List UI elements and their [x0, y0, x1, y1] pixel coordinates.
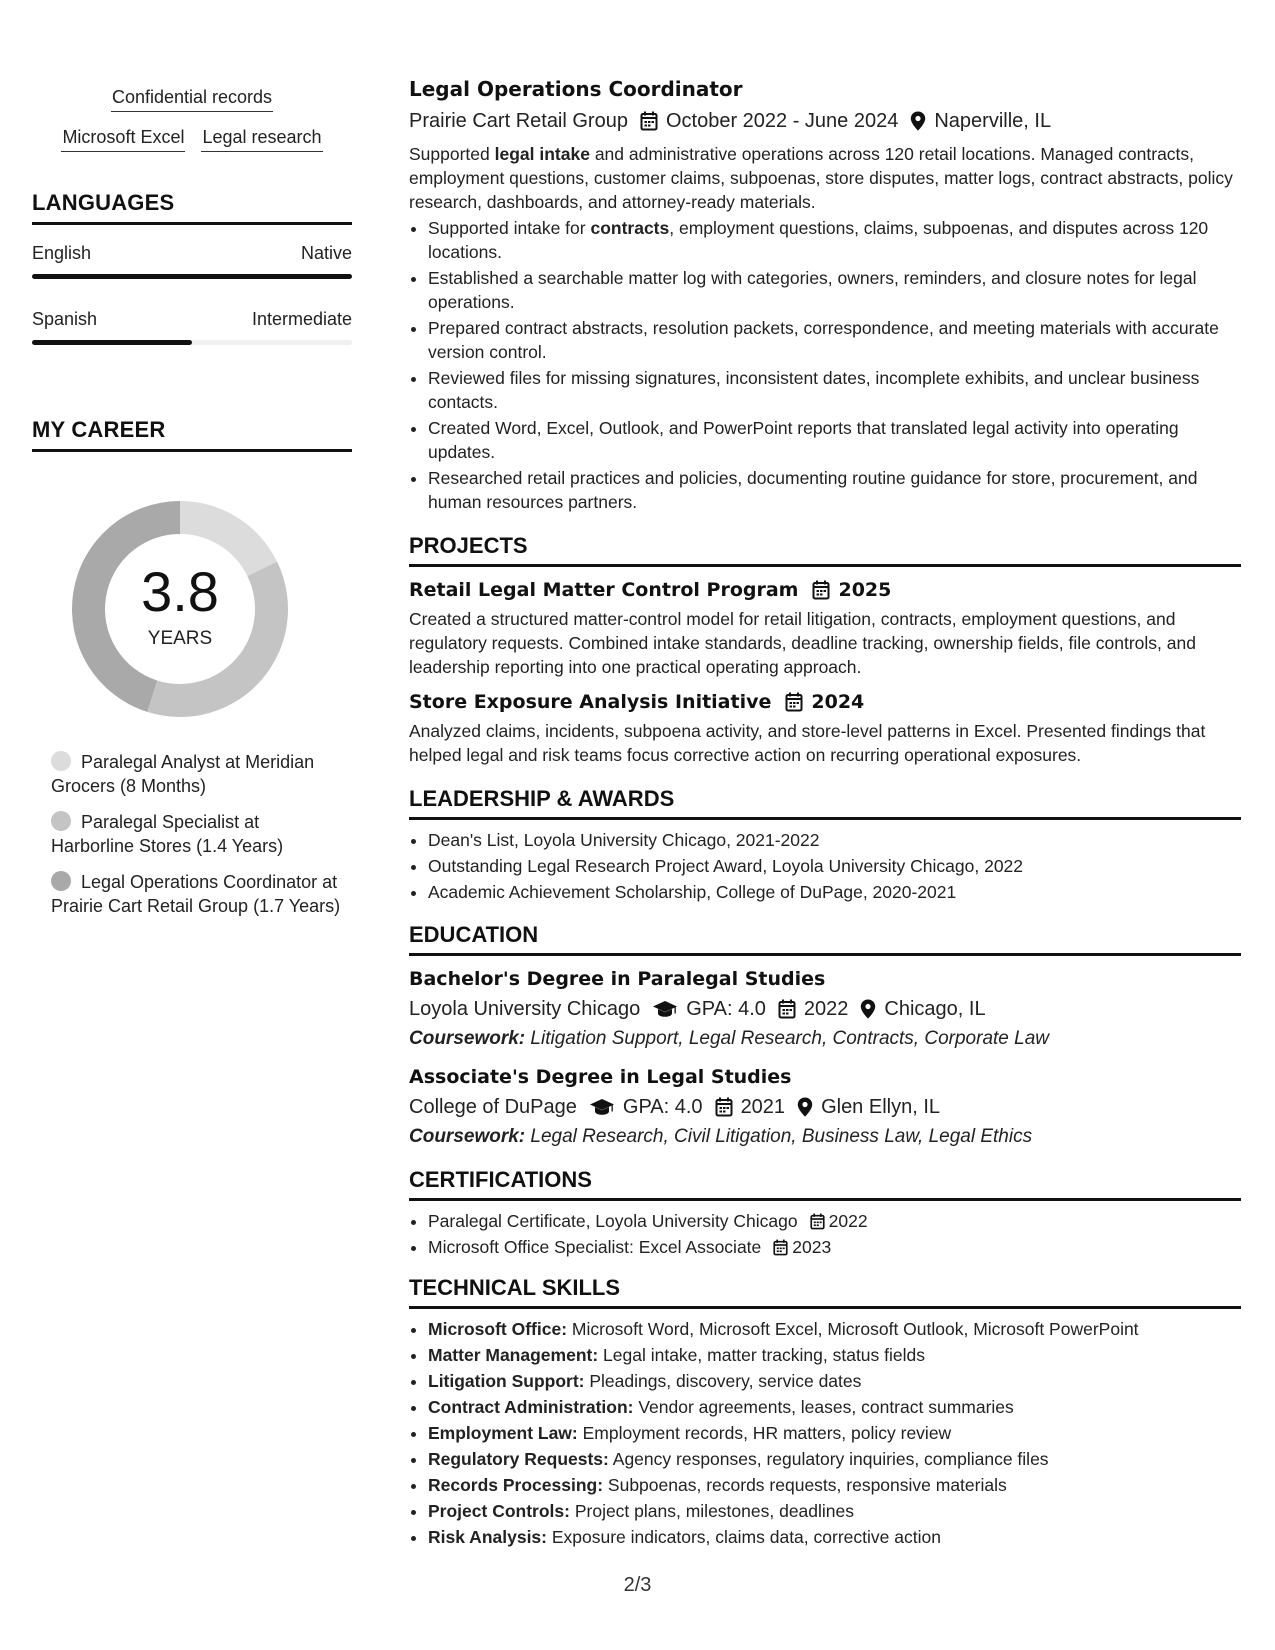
calendar-icon — [785, 692, 803, 712]
career-total-years: 3.8 — [141, 560, 219, 623]
skill-tags — [32, 84, 352, 152]
bullet-emphasis: contracts — [590, 218, 670, 238]
school-location: Glen Ellyn, IL — [821, 1096, 941, 1118]
calendar-icon — [812, 580, 830, 600]
skill-item — [428, 1343, 1241, 1368]
leadership-item: • Outstanding Legal Research Project Award, Loyola University Chicago, 2022 — [428, 854, 1241, 879]
language-item — [32, 309, 352, 345]
skill-category: Employment Law: — [428, 1423, 578, 1443]
project-year: 2024 — [811, 691, 865, 713]
skill-category: Matter Management: — [428, 1345, 599, 1365]
skill-item — [428, 1317, 1241, 1342]
career-legend-item — [51, 810, 341, 858]
languages-section — [32, 190, 352, 345]
project-title-row — [409, 577, 1241, 603]
skill-values: Project plans, milestones, deadlines — [569, 1501, 855, 1521]
leadership-item: • Dean's List, Loyola University Chicago, 2021-2022 — [428, 828, 1241, 853]
coursework-label: Coursework: — [409, 1126, 526, 1147]
language-row — [32, 243, 352, 264]
job-bullet: • Researched retail practices and policies, documenting routine guidance for store, procurement, and human resources partners. — [428, 466, 1241, 514]
language-proficiency-bar — [32, 274, 352, 279]
bullet-text: , employment questions, claims, subpoenas, and disputes across 120 locations. — [428, 218, 1209, 262]
skill-tag: Legal research — [201, 124, 322, 152]
skill-values: Employment records, HR matters, policy review — [577, 1423, 952, 1443]
skill-values: Pleadings, discovery, service dates — [584, 1371, 862, 1391]
career-section — [32, 417, 352, 918]
career-legend-label: Legal Operations Coordinator at Prairie Cart Retail Group (1.7 Years) — [51, 872, 341, 916]
leadership-list — [409, 828, 1241, 905]
map-pin-icon — [910, 111, 926, 131]
certifications-list — [409, 1209, 1241, 1260]
skill-values: Subpoenas, records requests, responsive materials — [603, 1475, 1007, 1495]
skill-item — [428, 1499, 1241, 1524]
skill-category: Microsoft Office: — [428, 1319, 568, 1339]
language-item — [32, 243, 352, 279]
graduation-year: 2022 — [803, 998, 849, 1020]
graduation-cap-icon — [589, 1098, 615, 1116]
job-meta — [409, 108, 1241, 134]
skill-values: Exposure indicators, claims data, corrective action — [547, 1527, 941, 1547]
skill-category: Project Controls: — [428, 1501, 570, 1521]
career-legend-label: Paralegal Specialist at Harborline Stores (1.4 Years) — [51, 812, 284, 856]
languages-heading: LANGUAGES — [32, 190, 352, 225]
project-title-row — [409, 689, 1241, 715]
skill-item — [428, 1473, 1241, 1498]
legend-dot — [51, 811, 71, 831]
skill-item — [428, 1421, 1241, 1446]
coursework-list: Litigation Support, Legal Research, Contracts, Corporate Law — [525, 1028, 1049, 1049]
job-bullet: • Reviewed files for missing signatures, inconsistent dates, incomplete exhibits, and unclear business contacts. — [428, 366, 1241, 414]
experience-entry — [409, 76, 1241, 514]
skill-item — [428, 1447, 1241, 1472]
certification-item — [428, 1209, 1241, 1234]
legend-dot — [51, 871, 71, 891]
certification-item — [428, 1235, 1241, 1260]
calendar-icon — [810, 1213, 825, 1230]
coursework — [409, 1026, 1241, 1052]
skill-category: Risk Analysis: — [428, 1527, 547, 1547]
certification-row — [428, 1209, 1241, 1234]
leadership-heading: LEADERSHIP & AWARDS — [409, 785, 1241, 820]
map-pin-icon — [797, 1097, 813, 1117]
certification-year: 2023 — [792, 1237, 832, 1257]
summary-emphasis: legal intake — [494, 144, 590, 164]
language-proficiency-fill — [32, 340, 192, 345]
project-title: Store Exposure Analysis Initiative — [409, 691, 772, 713]
education-meta — [409, 1094, 1241, 1120]
certification-row — [428, 1235, 1241, 1260]
job-bullet: • Prepared contract abstracts, resolution packets, correspondence, and meeting materials with accurate version control. — [428, 316, 1241, 364]
career-legend-label: Paralegal Analyst at Meridian Grocers (8 Months) — [51, 752, 315, 796]
school-name: College of DuPage — [409, 1096, 577, 1118]
skill-item — [428, 1395, 1241, 1420]
skill-values: Vendor agreements, leases, contract summaries — [633, 1397, 1014, 1417]
coursework-label: Coursework: — [409, 1028, 526, 1049]
skill-item — [428, 1369, 1241, 1394]
career-legend-item — [51, 750, 341, 798]
project-entry — [409, 577, 1241, 679]
skill-tag: Microsoft Excel — [61, 124, 185, 152]
certification-name: • Microsoft Office Specialist: Excel Associate — [428, 1237, 762, 1257]
graduation-year: 2021 — [740, 1096, 786, 1118]
skill-values: Microsoft Word, Microsoft Excel, Microsoft Outlook, Microsoft PowerPoint — [567, 1319, 1139, 1339]
skill-category: Litigation Support: — [428, 1371, 585, 1391]
certification-name: • Paralegal Certificate, Loyola University Chicago — [428, 1211, 798, 1231]
job-dates: October 2022 - June 2024 — [665, 110, 899, 132]
language-row — [32, 309, 352, 330]
skill-tag-row — [32, 124, 352, 152]
language-name: Spanish — [32, 309, 98, 329]
project-year: 2025 — [838, 579, 892, 601]
career-legend-item — [51, 870, 341, 918]
coursework-list: Legal Research, Civil Litigation, Business Law, Legal Ethics — [525, 1126, 1033, 1147]
skill-category: Contract Administration: — [428, 1397, 634, 1417]
calendar-icon — [773, 1239, 788, 1256]
job-location: Naperville, IL — [934, 110, 1052, 132]
education-entry — [409, 1064, 1241, 1150]
calendar-icon — [715, 1097, 733, 1117]
language-proficiency-bar — [32, 340, 352, 345]
education-meta — [409, 996, 1241, 1022]
project-title: Retail Legal Matter Control Program — [409, 579, 799, 601]
map-pin-icon — [860, 999, 876, 1019]
education-entry — [409, 966, 1241, 1052]
calendar-icon — [778, 999, 796, 1019]
career-legend — [32, 750, 352, 918]
summary-text: Supported — [409, 144, 495, 164]
job-bullet — [428, 216, 1241, 264]
graduation-cap-icon — [652, 1000, 678, 1018]
bullet-text: Supported intake for — [428, 218, 591, 238]
coursework — [409, 1124, 1241, 1150]
sidebar — [32, 84, 352, 930]
project-entry — [409, 689, 1241, 767]
skill-category: Regulatory Requests: — [428, 1449, 609, 1469]
main-content — [409, 76, 1241, 1551]
degree-title: Associate's Degree in Legal Studies — [409, 1066, 792, 1088]
skill-item — [428, 1525, 1241, 1550]
career-total-unit: YEARS — [147, 628, 213, 649]
language-level: Native — [300, 243, 352, 263]
calendar-icon — [640, 111, 658, 131]
page-number: 2/3 — [623, 1574, 652, 1596]
project-description: Created a structured matter-control model for retail litigation, contracts, employment questions, and regulatory requests. Combined intake standards, deadline tracking, ownership fields, file controls, and leadership reporting into one practical operating approach. — [409, 609, 1196, 677]
skill-tag-row — [32, 84, 352, 112]
skill-tag: Confidential records — [111, 84, 273, 112]
job-bullet: • Created Word, Excel, Outlook, and PowerPoint reports that translated legal activity into operating updates. — [428, 416, 1241, 464]
legend-dot — [51, 751, 71, 771]
language-level: Intermediate — [251, 309, 352, 329]
project-description: Analyzed claims, incidents, subpoena activity, and store-level patterns in Excel. Presented findings that helped legal and risk teams focus corrective action on recurring operational exposures. — [409, 721, 1206, 765]
skill-values: Legal intake, matter tracking, status fields — [598, 1345, 925, 1365]
language-name: English — [32, 243, 92, 263]
job-company: Prairie Cart Retail Group — [409, 110, 628, 132]
skills-list — [409, 1317, 1241, 1550]
job-bullet: • Established a searchable matter log with categories, owners, reminders, and closure notes for legal operations. — [428, 266, 1241, 314]
summary-text: and administrative operations across 120 retail locations. Managed contracts, employment questions, customer claims, subpoenas, store disputes, matter logs, contract abstracts, policy research, dashboards, and attorney-ready materials. — [409, 144, 1233, 212]
education-heading: EDUCATION — [409, 921, 1241, 956]
certifications-heading: CERTIFICATIONS — [409, 1166, 1241, 1201]
leadership-item: • Academic Achievement Scholarship, College of DuPage, 2020-2021 — [428, 880, 1241, 905]
job-bullets — [409, 216, 1241, 514]
school-name: Loyola University Chicago — [409, 998, 641, 1020]
career-donut-chart — [65, 494, 295, 724]
language-proficiency-fill — [32, 274, 352, 279]
gpa: GPA: 4.0 — [686, 998, 766, 1020]
degree-title: Bachelor's Degree in Paralegal Studies — [409, 968, 826, 990]
gpa: GPA: 4.0 — [622, 1096, 703, 1118]
certification-year: 2022 — [828, 1211, 868, 1231]
skill-category: Records Processing: — [428, 1475, 604, 1495]
job-title: Legal Operations Coordinator — [409, 77, 743, 101]
school-location: Chicago, IL — [884, 998, 986, 1020]
job-summary — [409, 142, 1241, 214]
projects-heading: PROJECTS — [409, 532, 1241, 567]
donut-center — [65, 494, 295, 724]
career-heading: MY CAREER — [32, 417, 352, 452]
skills-heading: TECHNICAL SKILLS — [409, 1274, 1241, 1309]
skill-values: Agency responses, regulatory inquiries, compliance files — [608, 1449, 1049, 1469]
